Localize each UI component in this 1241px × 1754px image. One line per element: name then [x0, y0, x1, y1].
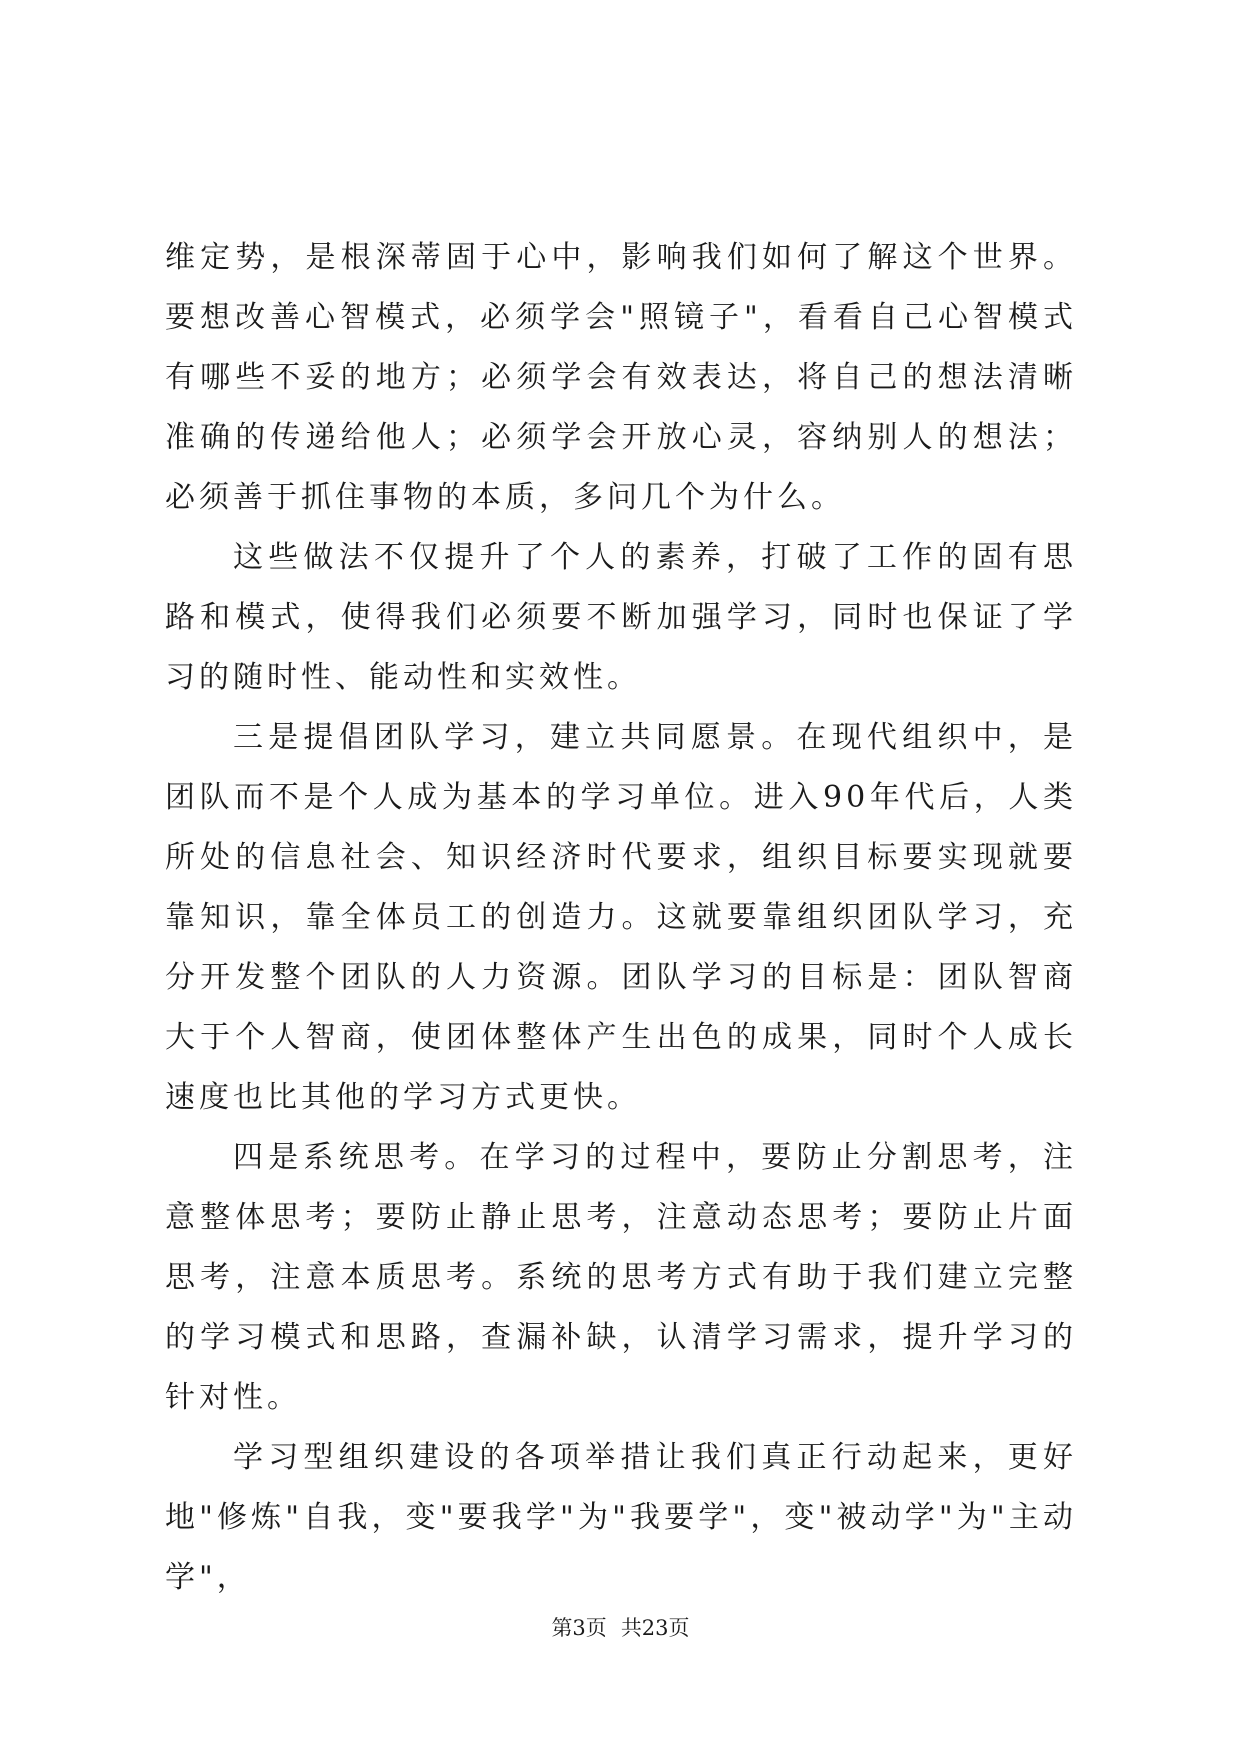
paragraph: 四是系统思考。在学习的过程中，要防止分割思考，注意整体思考；要防止静止思考，注意动态思考；要防止片面思考，注意本质思考。系统的思考方式有助于我们建立完整的学习模式和思路，查漏补缺，认清学习需求，提升学习的针对性。	[165, 1140, 1077, 1415]
paragraph: 学习型组织建设的各项举措让我们真正行动起来，更好地"修炼"自我，变"要我学"为"我要学"，变"被动学"为"主动学"，	[165, 1440, 1077, 1595]
paragraph: 维定势，是根深蒂固于心中，影响我们如何了解这个世界。要想改善心智模式，必须学会"照镜子"，看看自己心智模式有哪些不妥的地方；必须学会有效表达，将自己的想法清晰准确的传递给他人；必须学会开放心灵，容纳别人的想法；必须善于抓住事物的本质，多问几个为什么。	[165, 240, 1077, 515]
paragraph: 这些做法不仅提升了个人的素养，打破了工作的固有思路和模式，使得我们必须要不断加强学习，同时也保证了学习的随时性、能动性和实效性。	[165, 540, 1077, 695]
document-body	[165, 228, 1077, 1608]
page-total: 共23页	[620, 1616, 690, 1640]
page-footer	[0, 1612, 1241, 1642]
page-number: 第3页	[551, 1616, 607, 1640]
paragraph: 三是提倡团队学习，建立共同愿景。在现代组织中，是团队而不是个人成为基本的学习单位。进入90年代后，人类所处的信息社会、知识经济时代要求，组织目标要实现就要靠知识，靠全体员工的创造力。这就要靠组织团队学习，充分开发整个团队的人力资源。团队学习的目标是：团队智商大于个人智商，使团体整体产生出色的成果，同时个人成长速度也比其他的学习方式更快。	[165, 720, 1077, 1115]
